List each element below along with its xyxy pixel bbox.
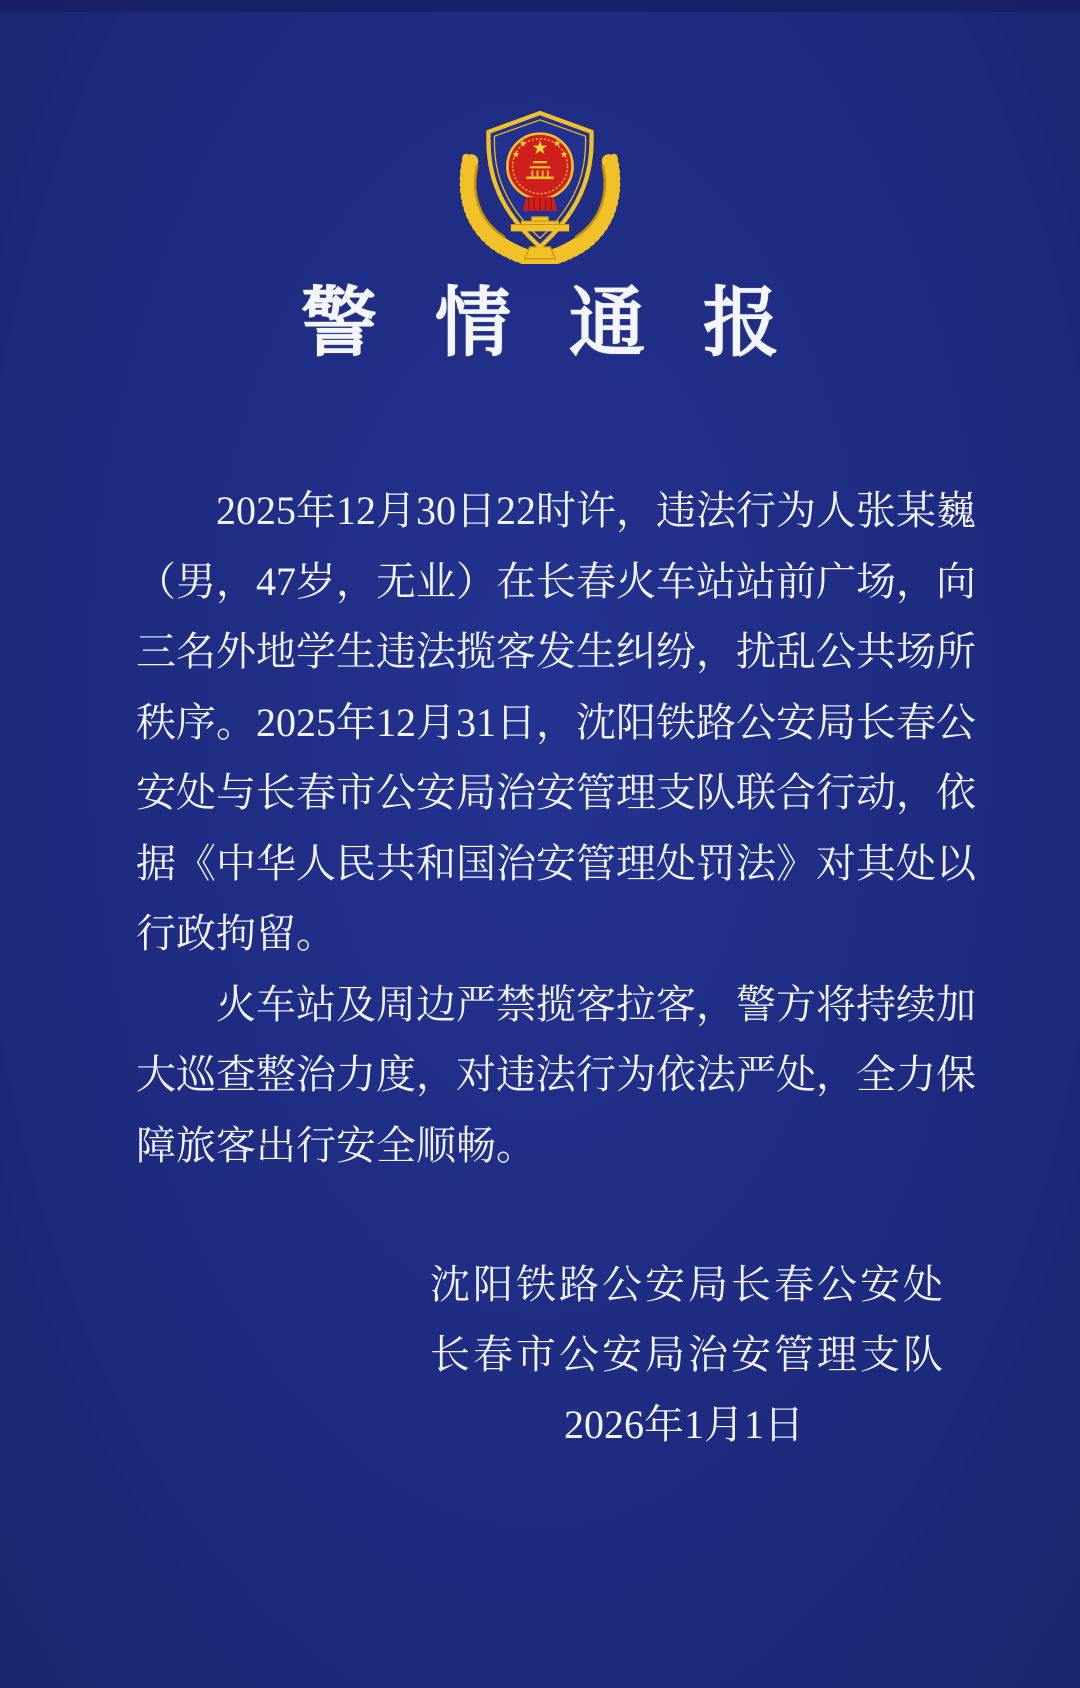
body-line: 秩序。2025年12月31日，沈阳铁路公安局长春公 xyxy=(136,699,976,745)
star-icon: ★ xyxy=(552,138,562,150)
star-icon: ★ xyxy=(518,138,528,150)
body-line: 三名外地学生违法揽客发生纠纷，扰乱公共场所 xyxy=(136,629,976,674)
notice-body xyxy=(136,476,976,1181)
body-line: 障旅客出行安全顺畅。 xyxy=(136,1122,536,1168)
body-line: 行政拘留。 xyxy=(136,911,336,956)
star-icon: ★ xyxy=(531,137,549,160)
body-line: 2025年12月30日22时许，违法行为人张某巍 xyxy=(216,488,976,533)
signature-date: 2026年1月1日 xyxy=(564,1402,804,1447)
signature-org-2: 长春市公安局治安管理支队 xyxy=(430,1332,946,1377)
body-line: 大巡查整治力度，对违法行为依法严处，全力保 xyxy=(136,1052,976,1097)
star-icon: ★ xyxy=(511,149,521,161)
body-line: 安处与长春市公安局治安管理支队联合行动，依 xyxy=(136,770,976,815)
body-line: 据《中华人民共和国治安管理处罚法》对其处以 xyxy=(136,840,976,886)
top-border-band xyxy=(0,0,1080,12)
page-title-text: 警情通报 xyxy=(301,282,837,366)
page-title xyxy=(0,262,1080,371)
tassel-icon xyxy=(523,197,557,211)
body-line: 火车站及周边严禁揽客拉客，警方将持续加 xyxy=(216,981,976,1027)
signature-block xyxy=(136,1250,946,1460)
signature-org-1: 沈阳铁路公安局长春公安处 xyxy=(430,1262,946,1307)
police-badge-icon xyxy=(454,101,626,264)
body-line: （男，47岁，无业）在长春火车站站前广场，向 xyxy=(136,558,976,604)
star-icon: ★ xyxy=(559,149,569,161)
